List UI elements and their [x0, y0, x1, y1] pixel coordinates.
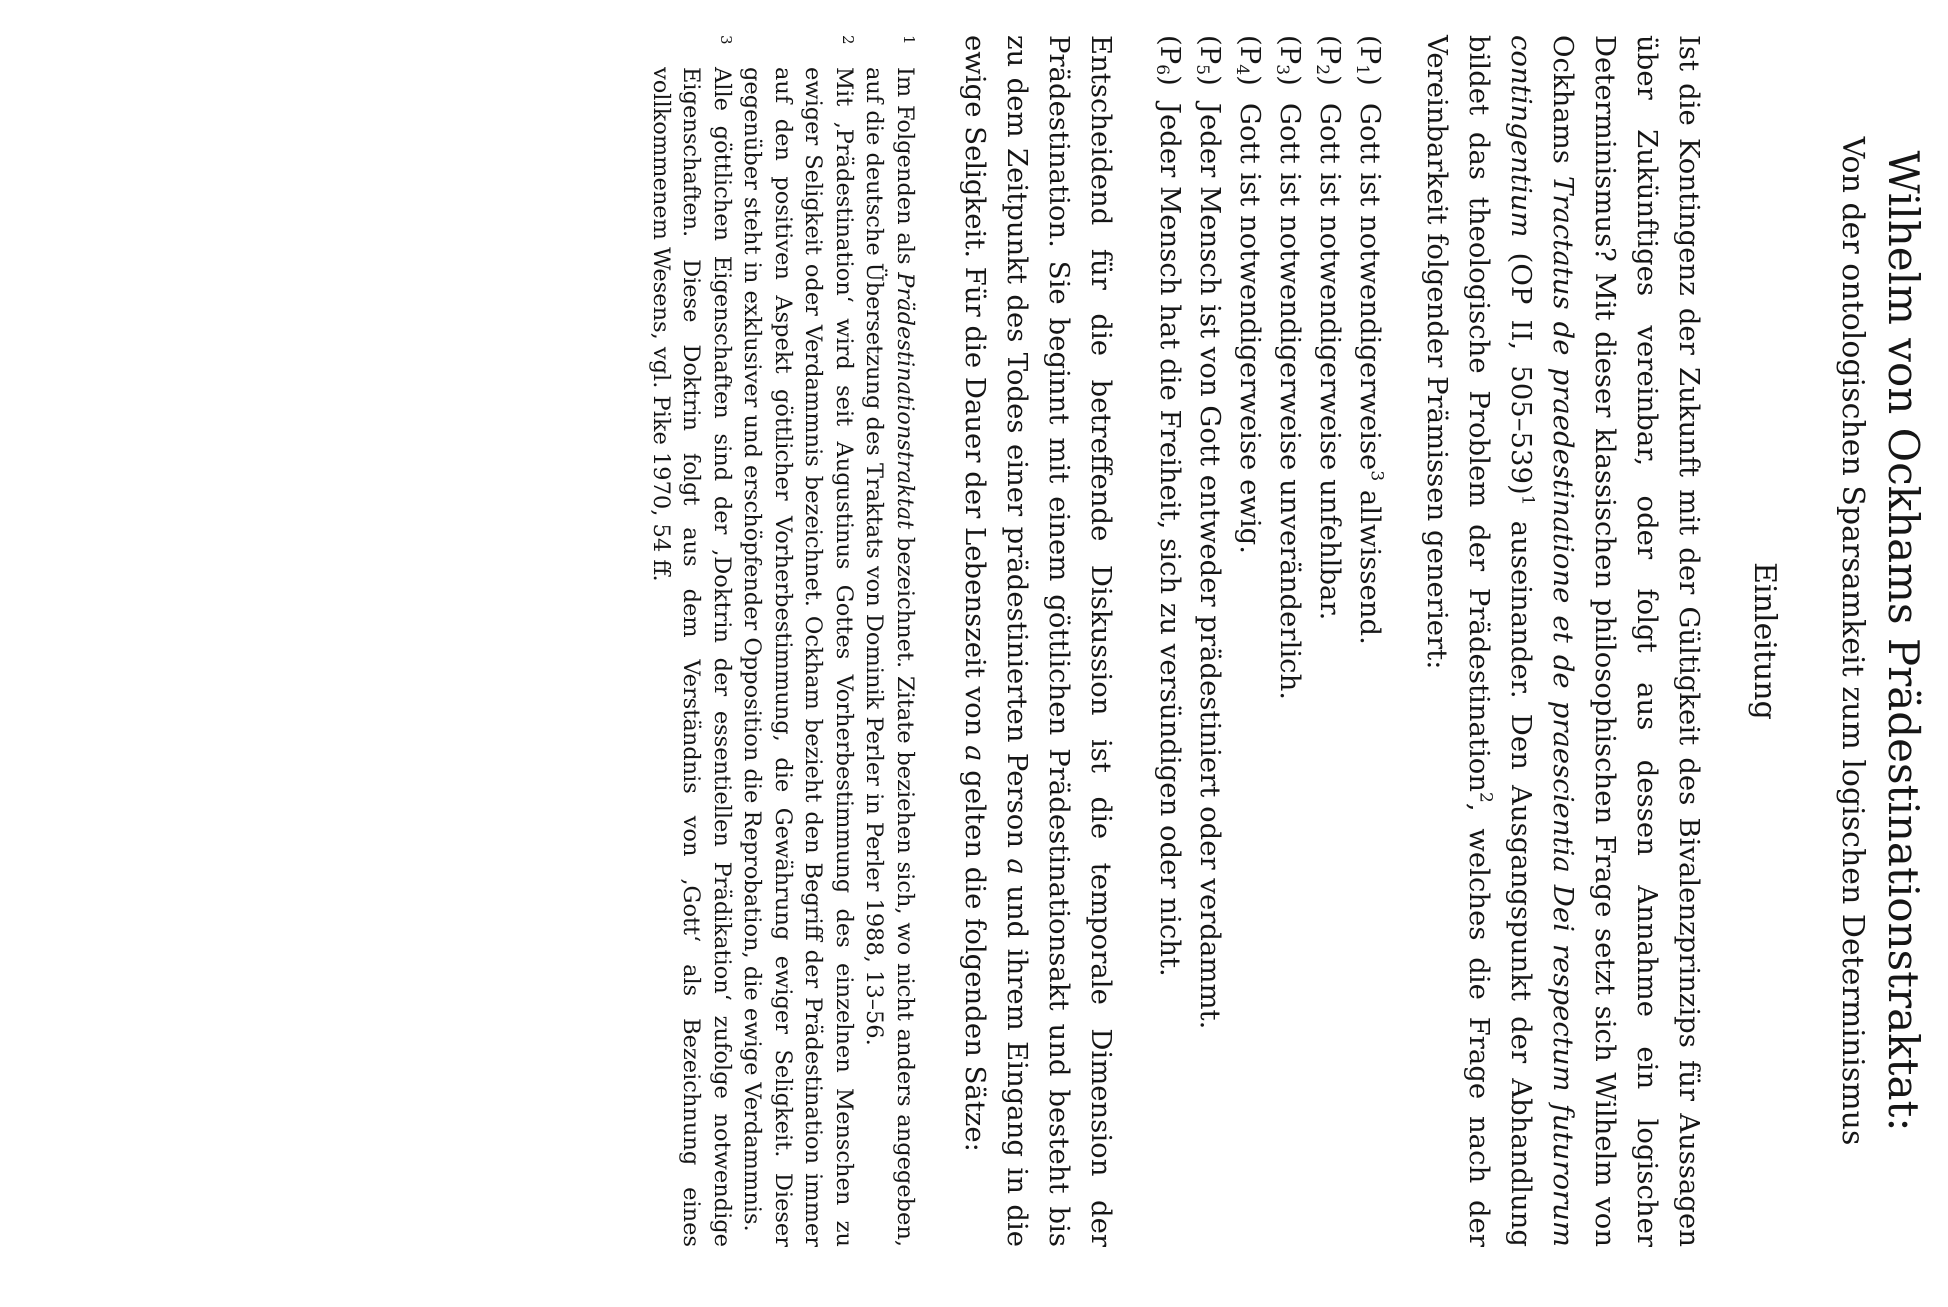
- section-title: Einleitung: [1747, 562, 1782, 720]
- premise-label: $(P_2)$: [1311, 35, 1346, 86]
- premise-list: [1150, 35, 1390, 1247]
- premise-text: Jeder Mensch hat die Freiheit, sich zu versündigen oder nicht.: [1154, 103, 1186, 977]
- footnote-number: 3: [717, 35, 735, 45]
- footnote-ref-2: 2: [1475, 792, 1496, 803]
- footnote-number: 1: [900, 35, 918, 45]
- footnote: [737, 35, 859, 1247]
- footnote-number: 2: [839, 35, 857, 45]
- premise-label: $(P_4)$: [1231, 35, 1266, 86]
- premise-label: $(P_1)$: [1351, 35, 1386, 86]
- discussion-paragraph: Entscheidend für die betreffende Diskussion ist die temporale Dimension der Prädestination. Sie beginnt mit einem göttlichen Prädestinationsakt und besteht bis zu dem Zeitpunkt des Todes einer prädestinierten Person a und ihrem Eingang in die ewige Seligkeit. Für die Dauer der Lebenszeit von a gelten die folgenden Sätze:: [959, 35, 1117, 1248]
- article-subtitle: Von der ontologischen Sparsamkeit zum logischen Determinismus: [1835, 136, 1870, 1146]
- footnote-text: Im Folgenden als Prädestinationstraktat bezeichnet. Zitate beziehen sich, wo nicht anders angegeben, auf die deutsche Übersetzung des Traktats von Dominik Perler in Perler 1988, 13–56.: [861, 67, 918, 1247]
- premise-item: [1190, 35, 1230, 1247]
- footnote: [646, 35, 738, 1247]
- treatise-title: Tractatus de praedestinatione et de praescientia Dei respectum futurorum contingentium: [1505, 35, 1579, 1247]
- premise-item: [1350, 35, 1390, 1247]
- footnote-ref-1: 1: [1517, 494, 1538, 506]
- premise-label: $(P_5)$: [1191, 35, 1226, 86]
- premise-text: Gott ist notwendigerweise unfehlbar.: [1314, 103, 1346, 621]
- footnote-text: Mit ‚Prädestination‘ wird seit Augustinus Gottes Vorherbestimmung des einzelnen Menschen zu ewiger Seligkeit oder Verdammnis bezeichnet. Ockham bezieht den Begriff der Prädestination immer auf den positiven Aspekt göttlicher Vorherbestimmung, die Gewährung ewiger Seligkeit. Dieser gegenüber steht in exklusiver und erschöpfender Opposition die Reprobation, die ewige Verdammnis.: [739, 67, 857, 1247]
- premise-item: [1310, 35, 1350, 1247]
- premise-label: $(P_6)$: [1151, 35, 1186, 86]
- premise-text: Gott ist notwendigerweise ewig.: [1234, 103, 1266, 555]
- premise-label: $(P_3)$: [1271, 35, 1306, 86]
- variable-a: a: [1001, 858, 1033, 875]
- footnote-ref: 3: [1366, 470, 1387, 482]
- premise-text: Jeder Mensch ist von Gott entweder prädestiniert oder verdammt.: [1194, 103, 1226, 1030]
- variable-a: a: [959, 745, 991, 762]
- premise-text: Gott ist notwendigerweise unveränderlich.: [1274, 103, 1306, 701]
- premise-item: [1270, 35, 1310, 1247]
- intro-paragraph: Ist die Kontingenz der Zukunft mit der Gültigkeit des Bivalenzprinzips für Aussagen über Zukünftiges vereinbar, oder folgt aus dessen Annahme ein logischer Determinismus? Mit dieser klassischen philosophischen Frage setzt sich Wilhelm von Ockhams Tractatus de praedestinatione et de praescientia Dei respectum futurorum contingentium (OP II, 505–539)$^1$ auseinander. Den Ausgangspunkt der Abhandlung bildet das theologische Problem der Prädestination$^2$, welches die Frage nach der Vereinbarkeit folgender Prämissen generiert:: [1421, 35, 1705, 1247]
- footnote-text: Alle göttlichen Eigenschaften sind der ‚Doktrin der essentiellen Prädikation‘ zufolge notwendige Eigenschaften. Diese Doktrin folgt aus dem Verständnis von ‚Gott‘ als Bezeichnung eines vollkommenem Wesens, vgl. Pike 1970, 54 ff.: [648, 67, 735, 1247]
- footnote: [859, 35, 920, 1247]
- article-title: Wilhelm von Ockhams Prädestinationstraktat:: [1879, 150, 1928, 1132]
- premise-item: [1230, 35, 1270, 1247]
- footnotes: [646, 35, 921, 1247]
- premise-item: [1150, 35, 1190, 1247]
- premise-text: Gott ist notwendigerweise$^3$ allwissend.: [1354, 103, 1387, 645]
